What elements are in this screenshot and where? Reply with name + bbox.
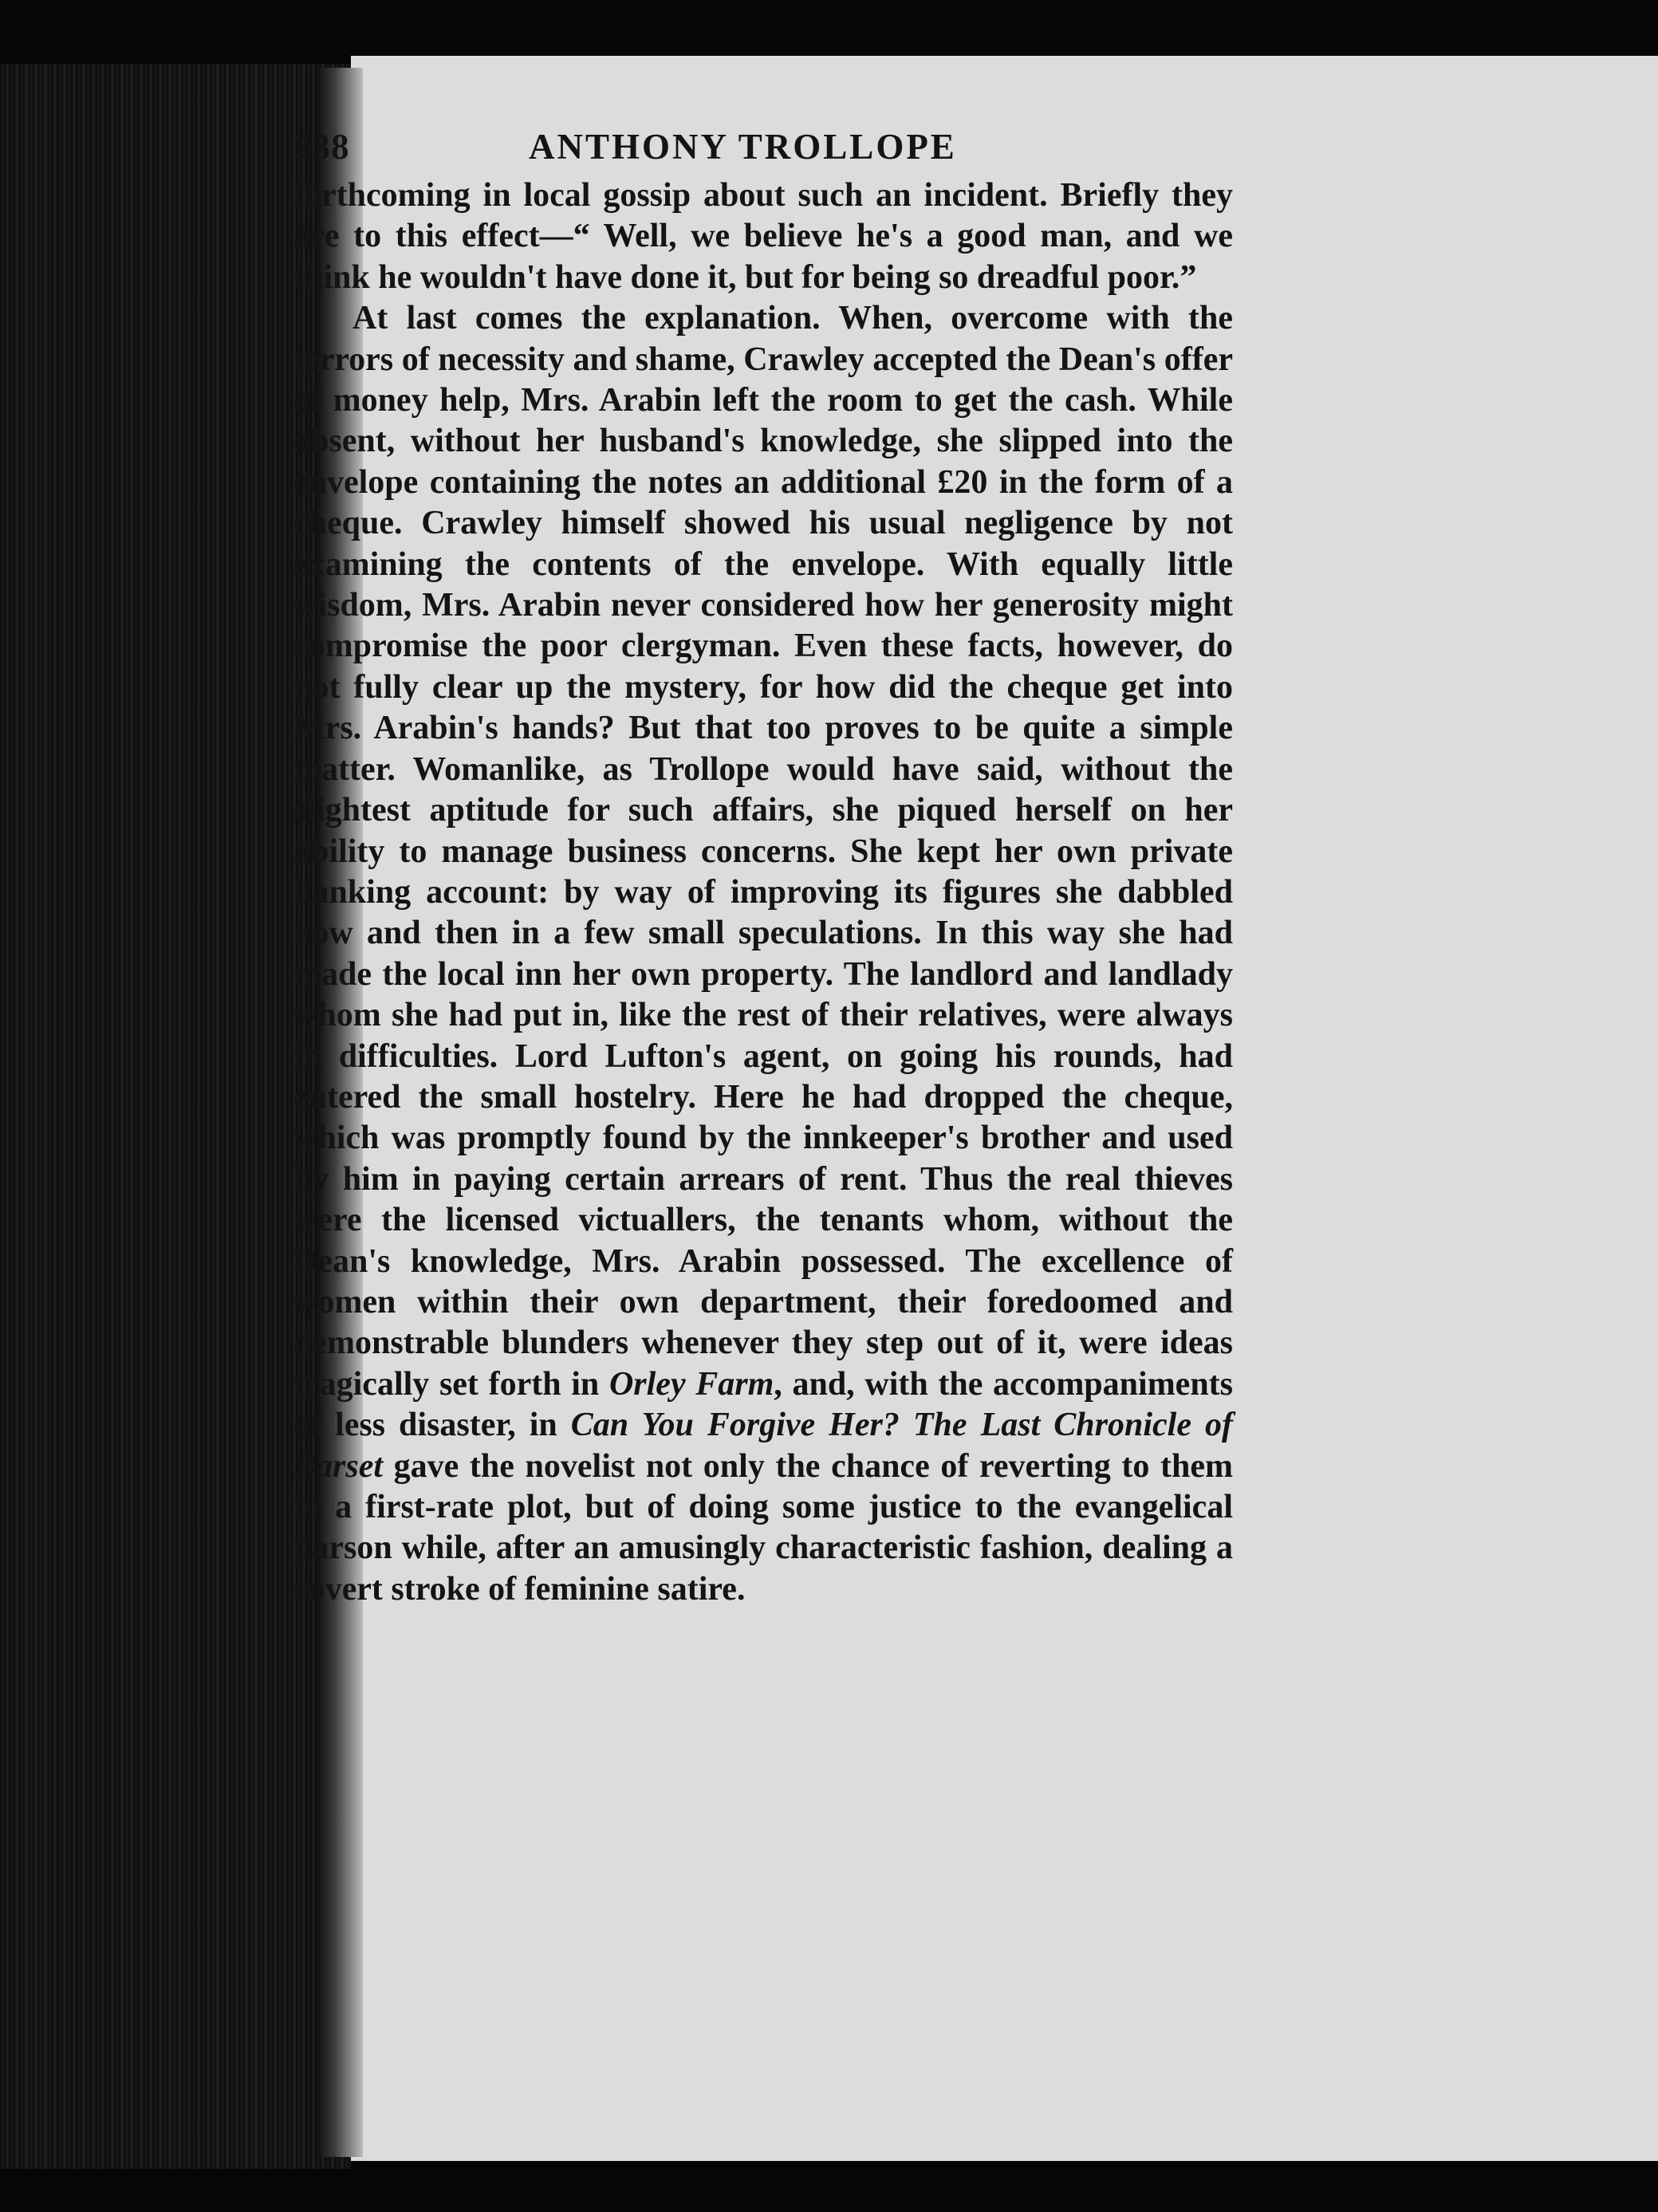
paragraph-continued: forthcoming in local gossip about such an incident. Briefly they are to this effect—“ Well, we believe he's a good man, and we think he wouldn't have done it, but for being so dreadful poor.” bbox=[293, 177, 1233, 296]
paragraph-text bbox=[900, 1407, 913, 1443]
running-title: ANTHONY TROLLOPE bbox=[529, 127, 957, 167]
paragraph-text: At last comes the explanation. When, overcome with the terrors of necessity and shame, Crawley accepted the Dean's offer of money help, Mrs. Arabin left the room to get the cash. While absent, without her husband's knowledge, she slipped into the envelope containing the notes an additional £20 in the form of a cheque. Crawley himself showed his usual negligence by not examining the contents of the envelope. With equally little wisdom, Mrs. Arabin never considered how her generosity might compromise the poor clergyman. Even these facts, however, do not fully clear up the mystery, for how did the cheque get into Mrs. Arabin's hands? But that too proves to be quite a simple matter. Womanlike, as Trollope would have said, without the slightest aptitude for such affairs, she piqued herself on her ability to manage business concerns. She kept her own private banking account: by way of improving its figures she dabbled now and then in a few small speculations. In this way she had made the local inn her own property. The landlord and landlady whom she had put in, like the rest of their relatives, were always in difficulties. Lord Lufton's agent, on going his rounds, had entered the small hostelry. Here he had dropped the cheque, which was promptly found by the innkeeper's brother and used by him in paying certain arrears of rent. Thus the real thieves were the licensed victuallers, the tenants whom, without the Dean's knowledge, Mrs. Arabin possessed. The excellence of women within their own department, their foredoomed and demonstrable blunders whenever they step out of it, were ideas tragically set forth in bbox=[293, 300, 1233, 1403]
paragraph-explanation bbox=[293, 298, 1233, 1610]
italic-title-orley-farm: Orley Farm bbox=[608, 1365, 774, 1403]
paragraph-text: gave the novelist not only the chance of reverting to them in a first-rate plot, but of doing some justice to the evangelical parson while, after an amusingly characteristic fashion, dealing a covert stroke of feminine satire. bbox=[293, 1447, 1233, 1608]
italic-title-last-chronicle-of-barset: The Last Chronicle of Barset bbox=[293, 1407, 1234, 1485]
italic-title-can-you-forgive-her: Can You Forgive Her? bbox=[570, 1407, 900, 1444]
paragraph-text: , and, with the accompaniments of less disaster, in bbox=[293, 1365, 1234, 1444]
running-head bbox=[293, 120, 1233, 175]
page-number: 238 bbox=[293, 127, 350, 167]
page-content bbox=[293, 120, 1233, 1610]
body-text bbox=[293, 175, 1233, 1610]
